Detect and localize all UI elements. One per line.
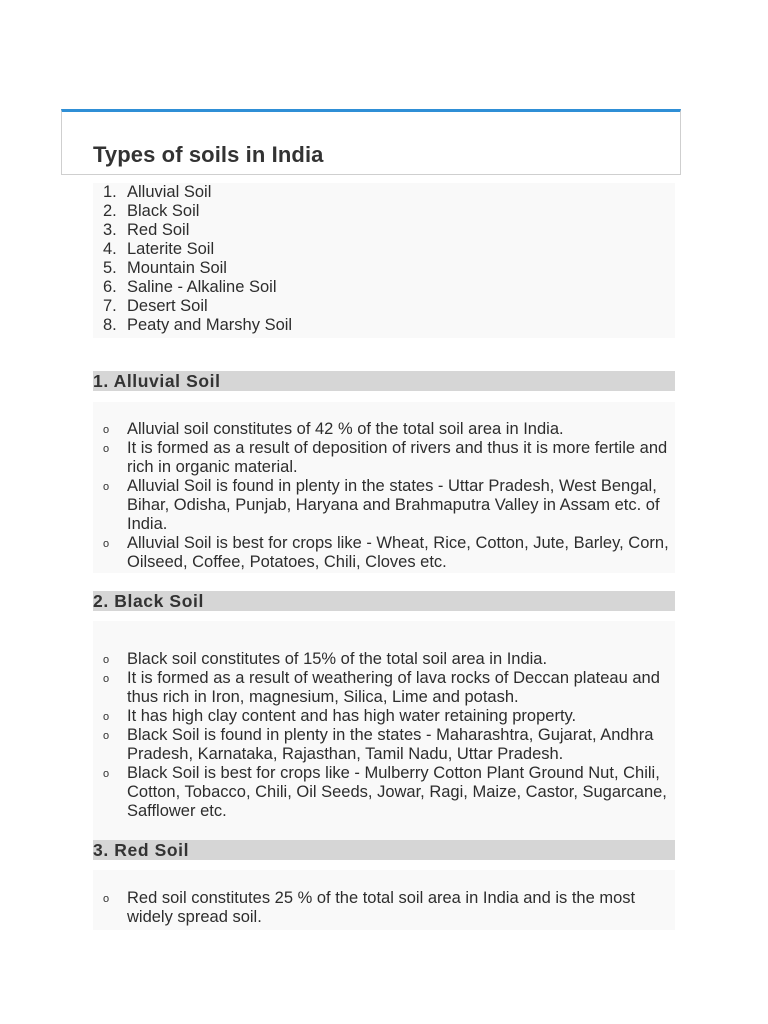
toc-item-label: Black Soil bbox=[127, 202, 200, 220]
list-item bbox=[93, 534, 675, 572]
toc-item bbox=[93, 202, 675, 221]
list-item bbox=[93, 764, 675, 821]
section-heading: 2. Black Soil bbox=[93, 591, 204, 611]
toc-item-number: 1. bbox=[103, 183, 117, 201]
toc-item-number: 6. bbox=[103, 278, 117, 296]
toc-item-label: Desert Soil bbox=[127, 297, 208, 315]
toc-item-label: Alluvial Soil bbox=[127, 183, 212, 201]
list-item bbox=[93, 420, 675, 439]
section-panel-alluvial-soil bbox=[93, 402, 675, 573]
hollow-bullet-icon: o bbox=[103, 673, 110, 685]
list-item-text: Alluvial Soil is found in plenty in the states - Uttar Pradesh, West Bengal, Bihar, Odisha, Punjab, Haryana and Brahmaputra Valley in Assam etc. of India. bbox=[127, 477, 660, 533]
toc-item-label: Peaty and Marshy Soil bbox=[127, 316, 293, 334]
list-item-text: Red soil constitutes 25 % of the total soil area in India and is the most widely spread soil. bbox=[127, 889, 636, 926]
list-item bbox=[93, 650, 675, 669]
section-heading: 1. Alluvial Soil bbox=[93, 371, 221, 391]
section-panel-red-soil bbox=[93, 870, 675, 930]
toc-item bbox=[93, 278, 675, 297]
toc-item-number: 5. bbox=[103, 259, 117, 277]
section-header-alluvial-soil bbox=[93, 371, 675, 391]
list-item-text: It is formed as a result of weathering of lava rocks of Deccan plateau and thus rich in Iron, magnesium, Silica, Lime and potash. bbox=[127, 669, 660, 706]
toc-item bbox=[93, 316, 675, 335]
list-item-text: It is formed as a result of deposition of rivers and thus it is more fertile and rich in organic material. bbox=[127, 439, 668, 476]
toc-item-label: Mountain Soil bbox=[127, 259, 227, 277]
list-item bbox=[93, 439, 675, 477]
toc-panel bbox=[93, 183, 675, 338]
toc-item-label: Saline - Alkaline Soil bbox=[127, 278, 277, 296]
toc-item bbox=[93, 259, 675, 278]
toc-item bbox=[93, 183, 675, 202]
hollow-bullet-icon: o bbox=[103, 481, 110, 493]
list-item-text: Alluvial soil constitutes of 42 % of the total soil area in India. bbox=[127, 420, 564, 438]
list-item-text: Black Soil is best for crops like - Mulberry Cotton Plant Ground Nut, Chili, Cotton, Tobacco, Chili, Oil Seeds, Jowar, Ragi, Maize, Castor, Sugarcane, Safflower etc. bbox=[127, 764, 667, 820]
list-item bbox=[93, 726, 675, 764]
toc-item-number: 7. bbox=[103, 297, 117, 315]
list-item-text: It has high clay content and has high water retaining property. bbox=[127, 707, 577, 725]
title-box bbox=[61, 109, 681, 175]
toc-item-number: 4. bbox=[103, 240, 117, 258]
page-title: Types of soils in India bbox=[93, 142, 324, 167]
toc-item bbox=[93, 221, 675, 240]
bullet-list bbox=[93, 402, 675, 572]
list-item bbox=[93, 669, 675, 707]
hollow-bullet-icon: o bbox=[103, 768, 110, 780]
hollow-bullet-icon: o bbox=[103, 424, 110, 436]
hollow-bullet-icon: o bbox=[103, 730, 110, 742]
toc-item-label: Red Soil bbox=[127, 221, 190, 239]
toc-item-number: 2. bbox=[103, 202, 117, 220]
bullet-list bbox=[93, 621, 675, 821]
toc-item bbox=[93, 297, 675, 316]
list-item bbox=[93, 707, 675, 726]
hollow-bullet-icon: o bbox=[103, 893, 110, 905]
hollow-bullet-icon: o bbox=[103, 654, 110, 666]
toc-item-label: Laterite Soil bbox=[127, 240, 215, 258]
section-heading: 3. Red Soil bbox=[93, 840, 190, 860]
bullet-list bbox=[93, 870, 675, 927]
hollow-bullet-icon: o bbox=[103, 711, 110, 723]
section-header-red-soil bbox=[93, 840, 675, 860]
list-item-text: Black soil constitutes of 15% of the total soil area in India. bbox=[127, 650, 548, 668]
list-item bbox=[93, 477, 675, 534]
section-panel-black-soil bbox=[93, 621, 675, 840]
list-item-text: Alluvial Soil is best for crops like - Wheat, Rice, Cotton, Jute, Barley, Corn, Oilseed, Coffee, Potatoes, Chili, Cloves etc. bbox=[127, 534, 669, 571]
toc-item-number: 3. bbox=[103, 221, 117, 239]
section-header-black-soil bbox=[93, 591, 675, 611]
list-item bbox=[93, 889, 675, 927]
list-item-text: Black Soil is found in plenty in the states - Maharashtra, Gujarat, Andhra Pradesh, Karnataka, Rajasthan, Tamil Nadu, Uttar Pradesh. bbox=[127, 726, 654, 763]
toc-list bbox=[93, 183, 675, 335]
toc-item bbox=[93, 240, 675, 259]
hollow-bullet-icon: o bbox=[103, 443, 110, 455]
toc-item-number: 8. bbox=[103, 316, 117, 334]
hollow-bullet-icon: o bbox=[103, 538, 110, 550]
